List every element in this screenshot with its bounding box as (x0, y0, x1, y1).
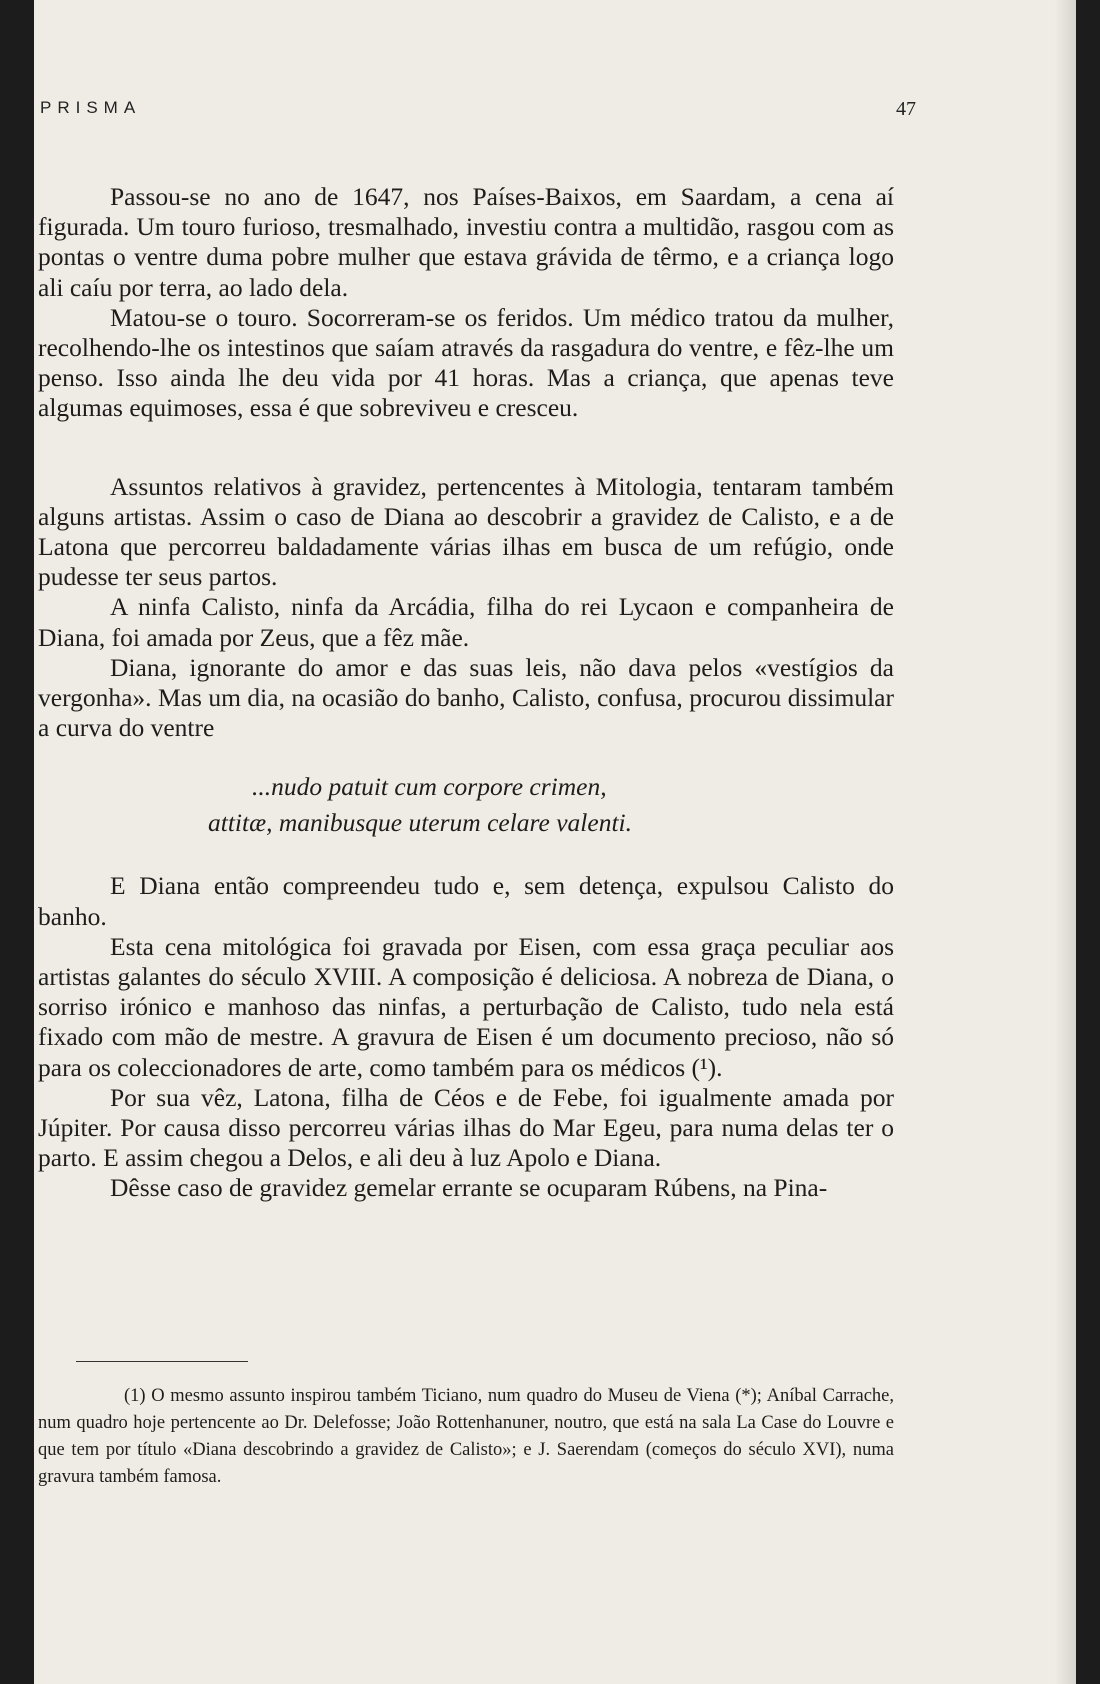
paragraph: Esta cena mitológica foi gravada por Eisen, com essa graça peculiar aos artistas galantes do século XVIII. A composição é deliciosa. A nobreza de Diana, o sorriso irónico e manhoso das ninfas, a perturbação de Calisto, tudo nela está fixado com mão de mestre. A gravura de Eisen é um documento precioso, não só para os coleccionadores de arte, como também para os médicos (¹). (38, 931, 894, 1082)
latin-verse-quote (38, 769, 894, 841)
paragraph: Matou-se o touro. Socorreram-se os feridos. Um médico tratou da mulher, recolhendo-lhe os intestinos que saíam através da rasgadura do ventre, e fêz-lhe um penso. Isso ainda lhe deu vida por 41 horas. Mas a criança, que apenas teve algumas equimoses, essa é que sobreviveu e cresceu. (38, 302, 894, 423)
main-text (38, 182, 894, 1204)
paragraph: E Diana então compreendeu tudo e, sem detença, expulsou Calisto do banho. (38, 871, 894, 931)
section-gap (38, 424, 894, 472)
book-page (34, 0, 1076, 1684)
verse-line: attitæ, manibusque uterum celare valenti. (208, 808, 632, 838)
paragraph: Dêsse caso de gravidez gemelar errante se ocuparam Rúbens, na Pina- (110, 1173, 828, 1203)
footnote: (1) O mesmo assunto inspirou também Ticiano, num quadro do Museu de Viena (*); Aníbal Carrache, num quadro hoje pertencente ao Dr. Delefosse; João Rottenhanuner, noutro, que está na sala La Case do Louvre e que tem por título «Diana descobrindo a gravidez de Calisto»; e J. Saerendam (começos do século XVI), numa gravura também famosa. (38, 1386, 894, 1487)
paragraph: Por sua vêz, Latona, filha de Céos e de Febe, foi igualmente amada por Júpiter. Por causa disso percorreu várias ilhas do Mar Egeu, para numa delas ter o parto. E assim chegou a Delos, e ali deu à luz Apolo e Diana. (38, 1082, 894, 1173)
page-number: 47 (896, 98, 916, 120)
paragraph: Assuntos relativos à gravidez, pertencentes à Mitologia, tentaram também alguns artistas. Assim o caso de Diana ao descobrir a gravidez de Calisto, e a de Latona que percorreu baldadamente várias ilhas em busca de um refúgio, onde pudesse ter seus partos. (38, 471, 894, 592)
paragraph: A ninfa Calisto, ninfa da Arcádia, filha do rei Lycaon e companheira de Diana, foi amada por Zeus, que a fêz mãe. (38, 592, 894, 652)
running-head: PRISMA (40, 98, 142, 117)
verse-line: ...nudo patuit cum corpore crimen, (252, 772, 607, 802)
footnote-separator (76, 1361, 248, 1362)
paragraph: Passou-se no ano de 1647, nos Países-Baixos, em Saardam, a cena aí figurada. Um touro furioso, tresmalhado, investiu contra a multidão, rasgou com as pontas o ventre duma pobre mulher que estava grávida de têrmo, e a criança logo ali caíu por terra, ao lado dela. (38, 182, 894, 302)
footnotes (38, 1383, 894, 1491)
paragraph: Diana, ignorante do amor e das suas leis, não dava pelos «vestígios da vergonha». Mas um dia, na ocasião do banho, Calisto, confusa, procurou dissimular a curva do ventre (38, 652, 894, 743)
